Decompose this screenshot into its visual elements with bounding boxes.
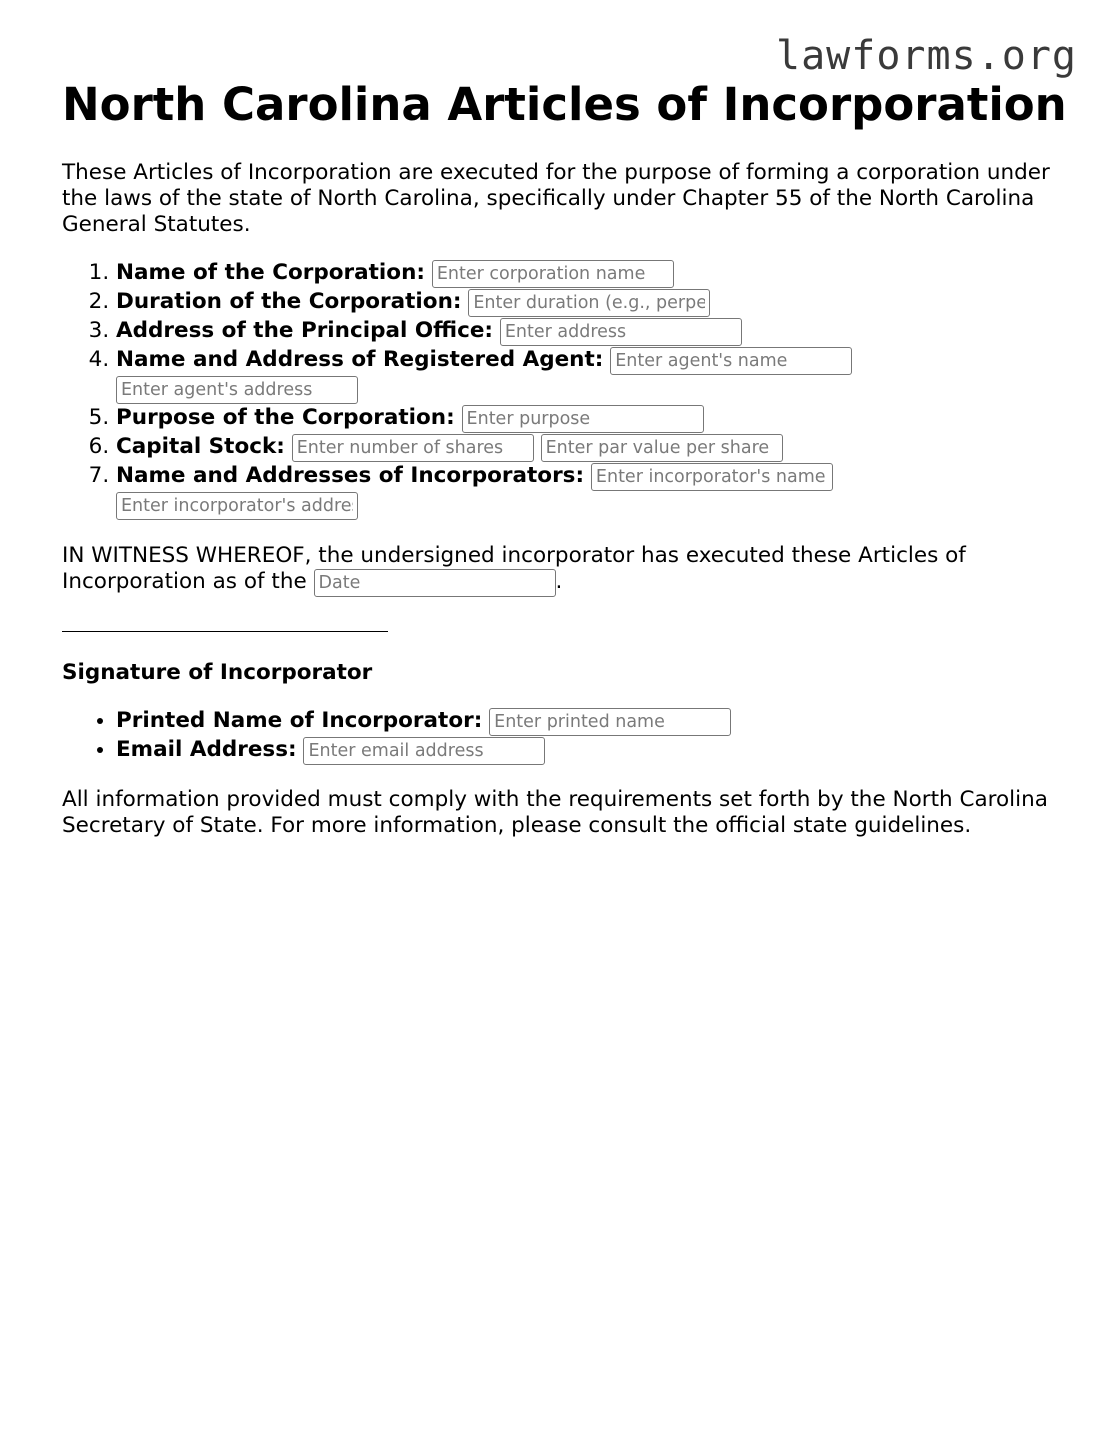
document-title: North Carolina Articles of Incorporation: [62, 78, 1067, 131]
intro-paragraph: These Articles of Incorporation are executed for the purpose of forming a corporation under the laws of the state of North Carolina, specifically under Chapter 55 of the North Carolina General Statutes.: [62, 160, 1050, 237]
principal-office-address-input[interactable]: [500, 318, 742, 346]
corporation-name-input[interactable]: [432, 260, 674, 288]
articles-list: [62, 259, 1052, 520]
article-corporation-name: [116, 259, 1052, 288]
signer-field-label: Email Address:: [116, 737, 297, 762]
article-label: Duration of the Corporation:: [116, 289, 462, 314]
article-purpose: [116, 404, 1052, 433]
signer-email: [116, 736, 1052, 765]
par-value-input[interactable]: [541, 434, 783, 462]
agent-address-input[interactable]: [116, 376, 358, 404]
signer-field-label: Printed Name of Incorporator:: [116, 708, 483, 733]
article-label: Name of the Corporation:: [116, 260, 425, 285]
signer-fields-list: [62, 707, 1052, 765]
printed-name-input[interactable]: [489, 708, 731, 736]
article-registered-agent: [116, 346, 1052, 404]
article-principal-office: [116, 317, 1052, 346]
article-label: Purpose of the Corporation:: [116, 405, 455, 430]
incorporator-name-input[interactable]: [591, 463, 833, 491]
article-capital-stock: [116, 433, 1052, 462]
witness-period: .: [555, 569, 563, 594]
witness-text: IN WITNESS WHEREOF, the undersigned incorporator has executed these Articles of Incorporation as of the: [62, 543, 966, 594]
email-input[interactable]: [303, 737, 545, 765]
site-watermark: lawforms.org: [776, 33, 1077, 79]
article-label: Address of the Principal Office:: [116, 318, 494, 343]
signature-title: Signature of Incorporator: [62, 660, 373, 685]
agent-name-input[interactable]: [610, 347, 852, 375]
article-incorporators: [116, 462, 1052, 520]
signer-printed-name: [116, 707, 1052, 736]
article-duration: [116, 288, 1052, 317]
article-label: Name and Address of Registered Agent:: [116, 347, 604, 372]
date-input[interactable]: [314, 569, 556, 597]
article-label: Name and Addresses of Incorporators:: [116, 463, 585, 488]
signature-line: [62, 631, 388, 632]
purpose-input[interactable]: [462, 405, 704, 433]
incorporator-address-input[interactable]: [116, 492, 358, 520]
duration-input[interactable]: [468, 289, 710, 317]
document-body: [62, 78, 1067, 839]
article-label: Capital Stock:: [116, 434, 285, 459]
footer-paragraph: All information provided must comply with the requirements set forth by the North Carolina Secretary of State. For more information, please consult the official state guidelines.: [62, 787, 1048, 838]
witness-paragraph: [62, 543, 1052, 597]
number-of-shares-input[interactable]: [292, 434, 534, 462]
